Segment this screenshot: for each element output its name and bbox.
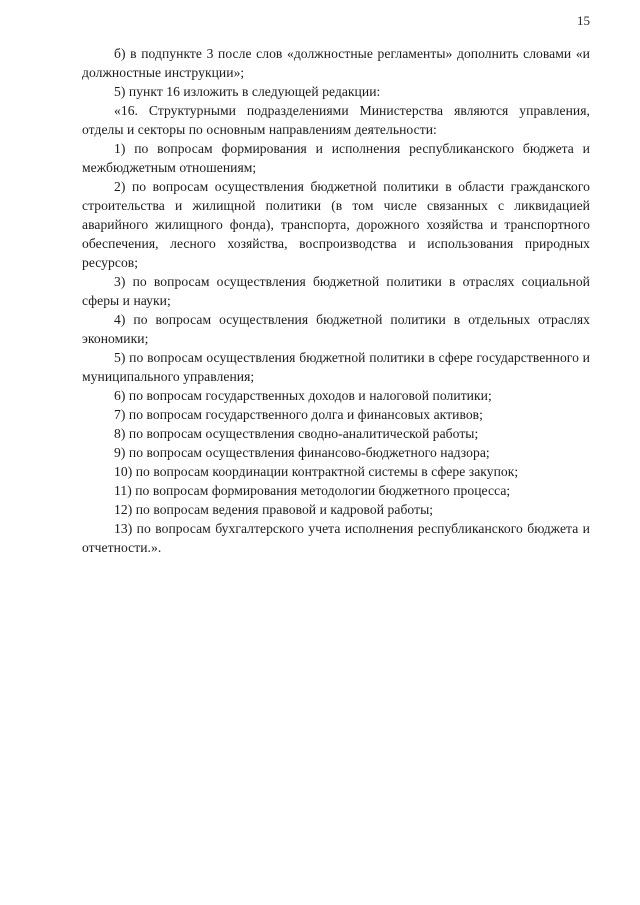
paragraph-amendment-b: б) в подпункте 3 после слов «должностные регламенты» дополнить словами «и должностные инструкции»; (82, 46, 590, 80)
list-item-8: 8) по вопросам осуществления сводно-аналитической работы; (114, 426, 479, 441)
list-item-9: 9) по вопросам осуществления финансово-бюджетного надзора; (114, 445, 490, 460)
paragraph-item-5: 5) пункт 16 изложить в следующей редакции: (114, 84, 381, 99)
page-number: 15 (577, 13, 590, 28)
paragraph-clause-16-intro: «16. Структурными подразделениями Министерства являются управления, отделы и секторы по основным направлениям деятельности: (82, 103, 590, 137)
list-item-2: 2) по вопросам осуществления бюджетной политики в области гражданского строительства и жилищной политики (в том числе связанных с ликвидацией аварийного жилищного фонда), транспорта, дорожного хозяйства и транспортного обеспечения, лесного хозяйства, воспроизводства и использования природных ресурсов; (82, 179, 590, 270)
list-item-13: 13) по вопросам бухгалтерского учета исполнения республиканского бюджета и отчетности.». (82, 521, 590, 555)
list-item-6: 6) по вопросам государственных доходов и налоговой политики; (114, 388, 492, 403)
list-item-3: 3) по вопросам осуществления бюджетной политики в отраслях социальной сферы и науки; (82, 274, 590, 308)
list-item-4: 4) по вопросам осуществления бюджетной политики в отдельных отраслях экономики; (82, 312, 590, 346)
document-body (82, 44, 590, 557)
list-item-11: 11) по вопросам формирования методологии бюджетного процесса; (114, 483, 511, 498)
list-item-5: 5) по вопросам осуществления бюджетной политики в сфере государственного и муниципального управления; (82, 350, 590, 384)
list-item-1: 1) по вопросам формирования и исполнения республиканского бюджета и межбюджетным отношениям; (82, 141, 590, 175)
list-item-12: 12) по вопросам ведения правовой и кадровой работы; (114, 502, 434, 517)
list-item-7: 7) по вопросам государственного долга и финансовых активов; (114, 407, 483, 422)
list-item-10: 10) по вопросам координации контрактной системы в сфере закупок; (114, 464, 519, 479)
